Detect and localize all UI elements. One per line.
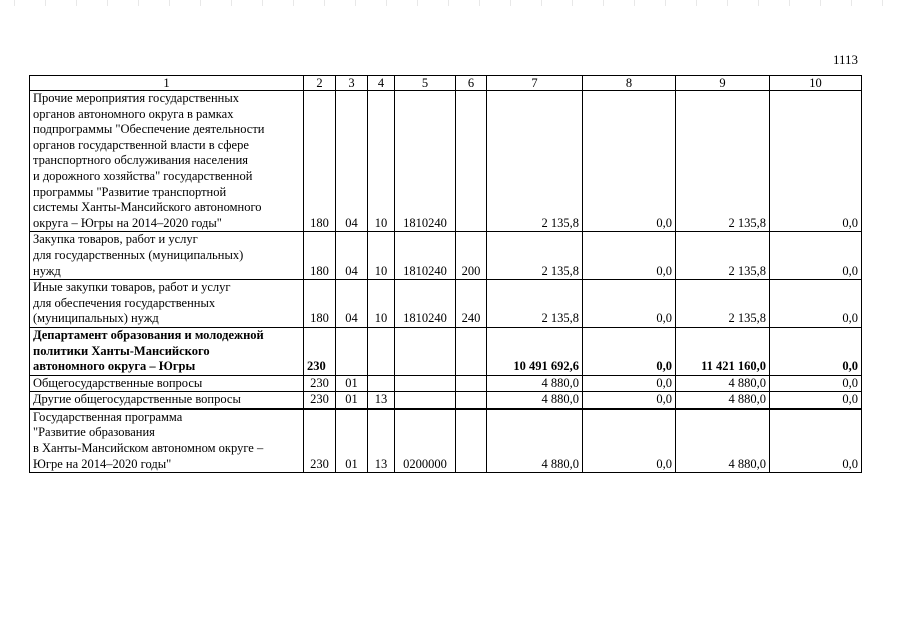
cell-amount-col7: 4 880,0	[487, 409, 583, 473]
cell-target-article	[395, 392, 456, 409]
row-name-cell	[30, 375, 304, 392]
row-name-line: (муниципальных) нужд	[33, 311, 159, 326]
cell-ministry-code: 180	[304, 91, 336, 232]
row-name-line: и дорожного хозяйства" государственной	[33, 168, 253, 183]
cell-section: 04	[336, 232, 368, 280]
row-name-line: Югре на 2014–2020 годы"	[33, 456, 172, 471]
cell-ministry-code: 230	[304, 409, 336, 473]
cell-amount-col7: 4 880,0	[487, 375, 583, 392]
cell-amount-col7: 2 135,8	[487, 280, 583, 328]
cell-section: 01	[336, 375, 368, 392]
cell-target-article: 0200000	[395, 409, 456, 473]
cell-subsection: 10	[368, 232, 395, 280]
header-col-5: 5	[395, 76, 456, 91]
cell-amount-col8: 0,0	[583, 375, 676, 392]
row-name-line: Другие общегосударственные вопросы	[33, 392, 241, 407]
header-col-10: 10	[770, 76, 862, 91]
header-col-4: 4	[368, 76, 395, 91]
cell-amount-col7: 2 135,8	[487, 232, 583, 280]
row-name-line: для государственных (муниципальных)	[33, 247, 244, 262]
header-col-8: 8	[583, 76, 676, 91]
header-col-7: 7	[487, 76, 583, 91]
cell-subsection	[368, 327, 395, 375]
row-name-line: Закупка товаров, работ и услуг	[33, 232, 198, 247]
cell-amount-col9: 11 421 160,0	[676, 327, 770, 375]
cell-expense-type	[456, 327, 487, 375]
cell-ministry-code: 230	[304, 375, 336, 392]
table-row	[30, 392, 862, 409]
row-name-cell	[30, 280, 304, 328]
header-col-3: 3	[336, 76, 368, 91]
row-name-line: Департамент образования и молодежной	[33, 327, 264, 342]
cell-target-article: 1810240	[395, 232, 456, 280]
cell-target-article: 1810240	[395, 91, 456, 232]
cell-amount-col10: 0,0	[770, 409, 862, 473]
cell-amount-col9: 4 880,0	[676, 409, 770, 473]
row-name-line: транспортного обслуживания населения	[33, 153, 249, 168]
cell-amount-col8: 0,0	[583, 409, 676, 473]
row-name-line: для обеспечения государственных	[33, 295, 216, 310]
row-name-line: Иные закупки товаров, работ и услуг	[33, 280, 231, 295]
cell-subsection: 10	[368, 91, 395, 232]
cell-subsection: 13	[368, 409, 395, 473]
cell-amount-col10: 0,0	[770, 375, 862, 392]
cell-amount-col7: 4 880,0	[487, 392, 583, 409]
row-name-line: автономного округа – Югры	[33, 359, 196, 374]
cell-subsection: 13	[368, 392, 395, 409]
row-name-line: округа – Югры на 2014–2020 годы"	[33, 215, 222, 230]
cell-subsection	[368, 375, 395, 392]
cell-ministry-code: 180	[304, 232, 336, 280]
cell-amount-col10: 0,0	[770, 91, 862, 232]
row-name-line: Прочие мероприятия государственных	[33, 91, 240, 105]
cell-ministry-code: 180	[304, 280, 336, 328]
cell-section: 04	[336, 280, 368, 328]
row-name-line: "Развитие образования	[33, 425, 155, 440]
cell-expense-type	[456, 392, 487, 409]
cell-amount-col8: 0,0	[583, 91, 676, 232]
row-name-line: Общегосударственные вопросы	[33, 375, 203, 390]
cell-section: 01	[336, 392, 368, 409]
header-col-2: 2	[304, 76, 336, 91]
row-name-line: в Ханты-Мансийском автономном округе –	[33, 441, 264, 456]
cell-amount-col10: 0,0	[770, 327, 862, 375]
row-name-line: программы "Развитие транспортной	[33, 184, 227, 199]
cell-expense-type	[456, 91, 487, 232]
page-number: 1113	[833, 52, 859, 67]
cell-ministry-code: 230	[304, 327, 336, 375]
cell-amount-col10: 0,0	[770, 392, 862, 409]
row-name-line: политики Ханты-Мансийского	[33, 343, 210, 358]
row-name-line: нужд	[33, 263, 61, 278]
cell-expense-type	[456, 409, 487, 473]
row-name-line: органов государственной власти в сфере	[33, 137, 249, 152]
budget-table	[29, 75, 862, 473]
cell-ministry-code: 230	[304, 392, 336, 409]
row-name-cell	[30, 232, 304, 280]
row-name-cell	[30, 409, 304, 473]
row-name-line: Государственная программа	[33, 409, 183, 424]
cell-amount-col9: 4 880,0	[676, 375, 770, 392]
cell-subsection: 10	[368, 280, 395, 328]
cell-amount-col8: 0,0	[583, 280, 676, 328]
cell-amount-col10: 0,0	[770, 280, 862, 328]
row-name-cell	[30, 91, 304, 232]
table-row	[30, 91, 862, 232]
cell-amount-col7: 2 135,8	[487, 91, 583, 232]
row-name-line: системы Ханты-Мансийского автономного	[33, 200, 262, 215]
table-row	[30, 280, 862, 328]
cell-target-article: 1810240	[395, 280, 456, 328]
header-row	[30, 76, 862, 91]
cell-expense-type	[456, 375, 487, 392]
table-row	[30, 232, 862, 280]
cell-amount-col10: 0,0	[770, 232, 862, 280]
cell-amount-col9: 2 135,8	[676, 280, 770, 328]
cell-amount-col8: 0,0	[583, 232, 676, 280]
header-col-1: 1	[30, 76, 304, 91]
row-name-line: подпрограммы "Обеспечение деятельности	[33, 122, 265, 137]
row-name-cell	[30, 327, 304, 375]
cell-section: 01	[336, 409, 368, 473]
cell-amount-col9: 2 135,8	[676, 91, 770, 232]
cell-expense-type: 200	[456, 232, 487, 280]
cell-target-article	[395, 327, 456, 375]
cell-amount-col7: 10 491 692,6	[487, 327, 583, 375]
cell-amount-col8: 0,0	[583, 392, 676, 409]
cell-amount-col9: 2 135,8	[676, 232, 770, 280]
scan-artifact	[0, 0, 905, 6]
header-col-9: 9	[676, 76, 770, 91]
row-name-line: органов автономного округа в рамках	[33, 106, 234, 121]
cell-target-article	[395, 375, 456, 392]
cell-section	[336, 327, 368, 375]
row-name-cell	[30, 392, 304, 409]
table-row-department	[30, 327, 862, 375]
table-row	[30, 409, 862, 473]
cell-section: 04	[336, 91, 368, 232]
cell-amount-col9: 4 880,0	[676, 392, 770, 409]
header-col-6: 6	[456, 76, 487, 91]
cell-expense-type: 240	[456, 280, 487, 328]
cell-amount-col8: 0,0	[583, 327, 676, 375]
table-row	[30, 375, 862, 392]
